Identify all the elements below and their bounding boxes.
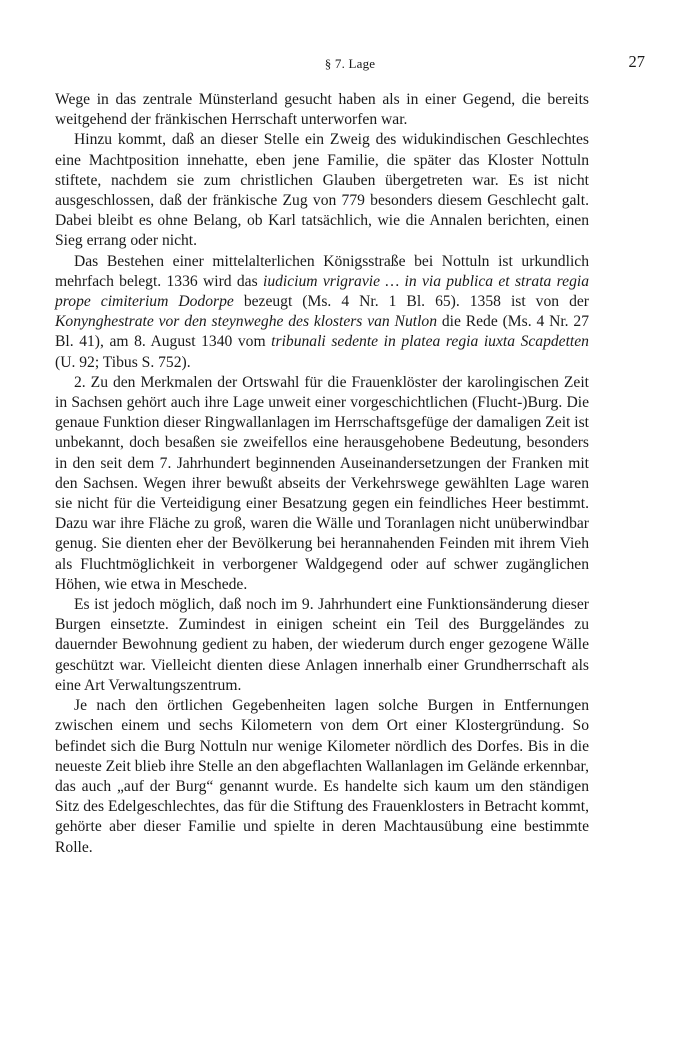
page-header: [55, 52, 645, 78]
quote-konynghestrate: Konynghestrate vor den steynweghe des klosters van Nutlon: [55, 313, 438, 331]
page-number: 27: [628, 52, 645, 71]
paragraph-text: 2. Zu den Merkmalen der Ortswahl für die Frauenklöster der karolingischen Zeit in Sachsen gehört auch ihre Lage unweit einer vorgeschichtlichen (Flucht-)Burg. Die genaue Funktion dieser Ringwallanlagen im Herrschaftsgefüge der damaligen Zeit ist unbekannt, doch besaßen sie zweifellos eine herausgehobene Bedeutung, besonders in den seit dem 7. Jahrhundert beginnenden Auseinandersetzungen der Franken mit den Sachsen. Wegen ihrer bewußt abseits der Verkehrswege gewählten Lage waren sie nicht für die Verteidigung einer Besatzung gegen ein feindliches Heer bestimmt. Dazu war ihre Fläche zu groß, waren die Wälle und Toranlagen nicht unüberwindbar genug. Sie dienten eher der Bevölkerung bei herannahenden Feinden mit ihrem Vieh als Fluchtmöglichkeit in verborgener Waldgegend oder auf schwer zugänglichen Höhen, wie etwa in Meschede.: [55, 373, 589, 593]
paragraph-4: [55, 373, 589, 595]
paragraph-text: Je nach den örtlichen Gegebenheiten lagen solche Burgen in Entfernungen zwischen einem und sechs Kilometern von dem Ort einer Klostergründung. So befindet sich die Burg Nottuln nur wenige Kilometer nördlich des Dorfes. Bis in die neueste Zeit blieb ihre Stelle an den abgeflachten Wallanlagen im Gelände erkennbar, das auch „auf der Burg“ genannt wurde. Es handelte sich kaum um den ständigen Sitz des Edelgeschlechtes, das für die Stiftung des Frauenklosters in Betracht kommt, gehörte aber dieser Familie und spielte in deren Machtausübung eine bestimmte Rolle.: [55, 697, 589, 856]
paragraph-1: [55, 90, 589, 130]
latin-quote-tribunali: tribunali sedente in platea regia iuxta Scapdetten: [271, 333, 589, 351]
paragraph-3: [55, 252, 589, 373]
paragraph-text: Hinzu kommt, daß an dieser Stelle ein Zweig des widukindischen Geschlechtes eine Machtposition innehatte, eben jene Familie, die später das Kloster Nottuln stiftete, nachdem sie zum christlichen Glauben übergetreten war. Es ist nicht ausgeschlossen, daß der fränkische Zug von 779 besonders diesem Geschlecht galt. Dabei bleibt es ohne Belang, ob Karl tatsächlich, wie die Annalen berichten, einen Sieg errang oder nicht.: [55, 131, 589, 250]
paragraph-text: (U. 92; Tibus S. 752).: [55, 353, 191, 371]
paragraph-6: [55, 696, 589, 858]
paragraph-2: [55, 130, 589, 251]
body-text: [55, 90, 589, 858]
paragraph-text: die Rede (Ms. 4 Nr. 27 Bl. 41), am 8. August 1340 vom: [55, 313, 590, 351]
latin-quote-iudicium: iudicium vrigravie … in via publica et strata regia prope cimiterium Dodorpe: [55, 272, 589, 311]
paragraph-text: Es ist jedoch möglich, daß noch im 9. Jahrhundert eine Funktionsänderung dieser Burgen einsetzte. Zumindest in einigen scheint ein Teil des Burggeländes zu dauernder Bewohnung gedient zu haben, der wiederum durch enger gezogene Wälle geschützt war. Vielleicht dienten diese Anlagen innerhalb einer Grundherrschaft als eine Art Verwaltungszentrum.: [55, 596, 589, 694]
running-title: § 7. Lage: [324, 56, 376, 71]
paragraph-5: [55, 595, 589, 696]
paragraph-text: bezeugt (Ms. 4 Nr. 1 Bl. 65). 1358 ist von der: [233, 293, 589, 311]
paragraph-text: Das Bestehen einer mittelalterlichen Königsstraße bei Nottuln ist urkundlich mehrfach belegt. 1336 wird das: [55, 252, 589, 290]
paragraph-text: Wege in das zentrale Münsterland gesucht haben als in einer Gegend, die bereits weitgehend der fränkischen Herrschaft unterworfen war.: [55, 91, 589, 129]
